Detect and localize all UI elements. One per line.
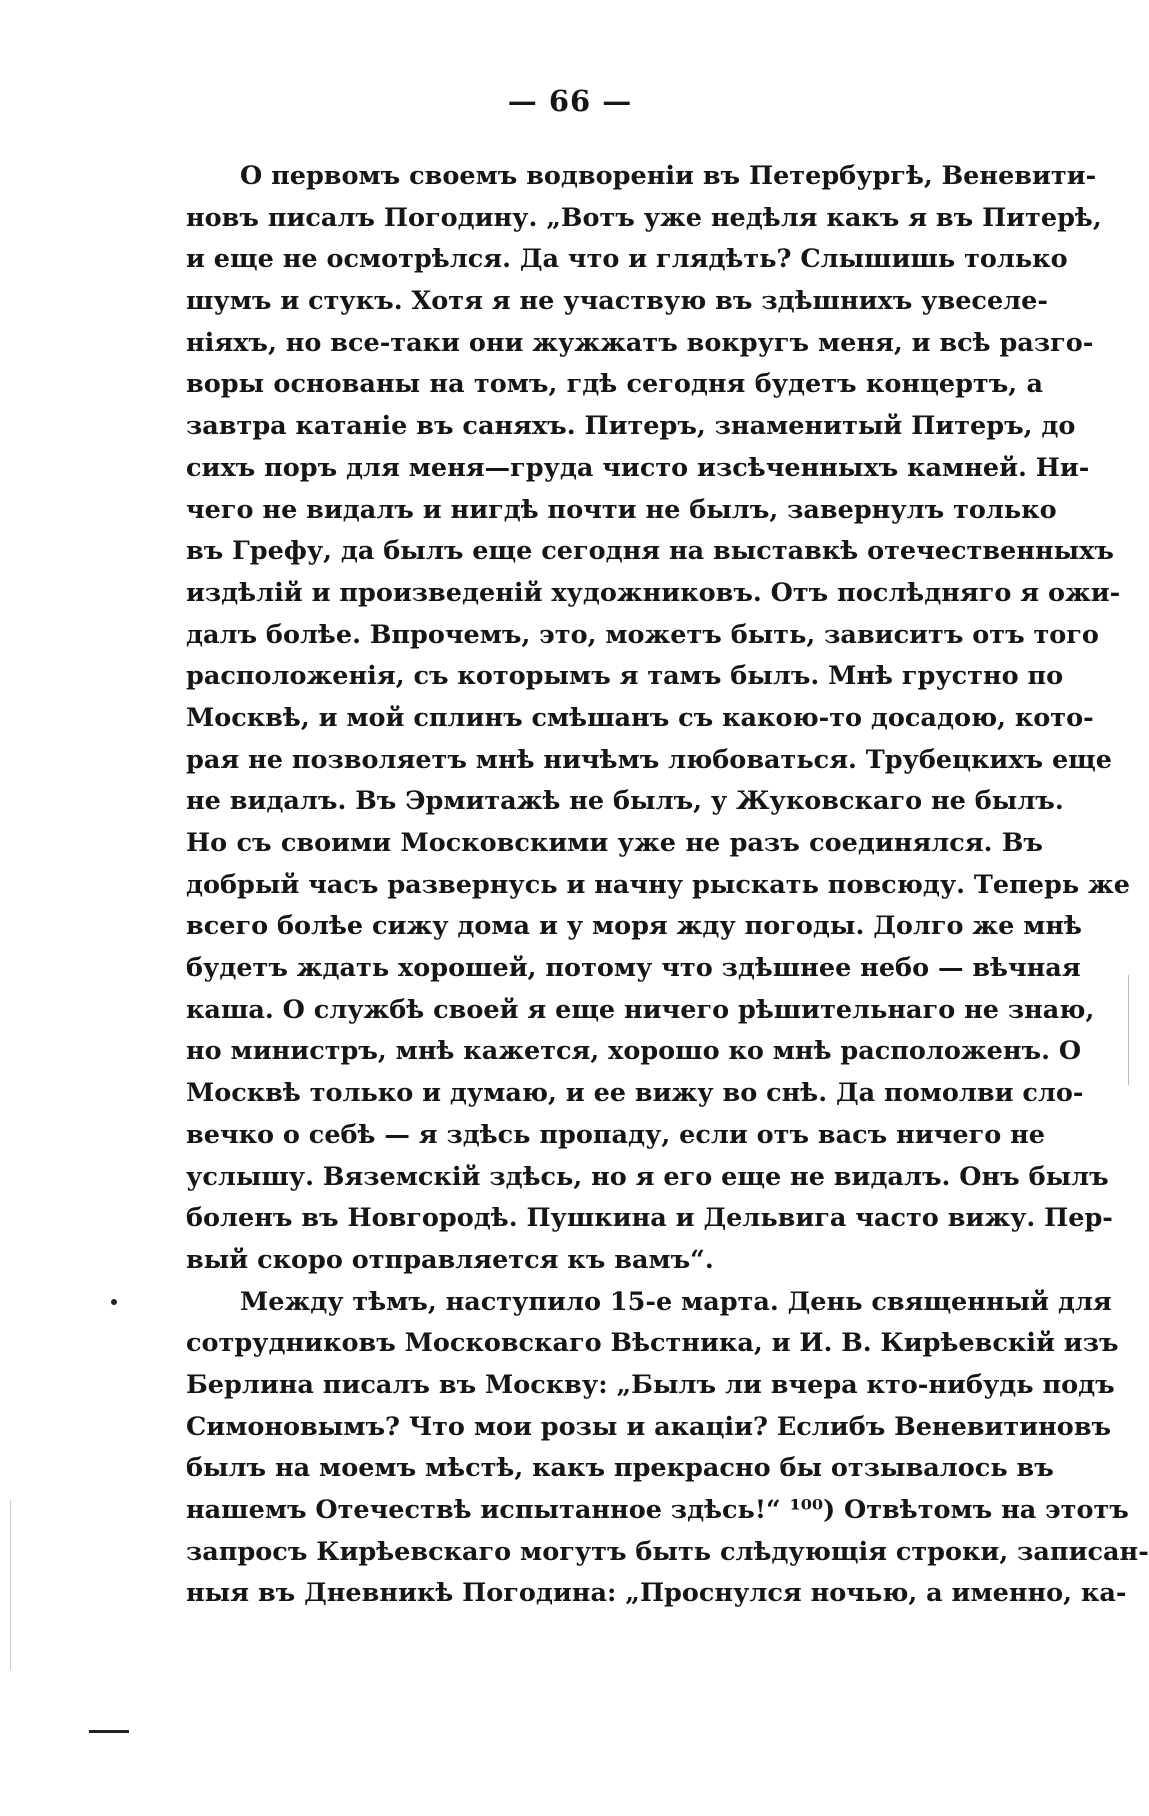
text-line: добрый часъ развернусь и начну рыскать повсюду. Теперь же [186, 869, 1131, 900]
scan-edge-mark [1128, 975, 1129, 1085]
paragraph-1 [186, 156, 1131, 1282]
text-line: въ Грефу, да былъ еще сегодня на выставкѣ отечественныхъ [186, 536, 1114, 567]
text-line: боленъ въ Новгородѣ. Пушкина и Дельвига часто вижу. Пер- [186, 1203, 1113, 1234]
paragraph-2 [186, 1282, 1149, 1616]
text-line: запросъ Кирѣевскаго могутъ быть слѣдующія строки, записан- [186, 1536, 1149, 1567]
text-line: не видалъ. Въ Эрмитажѣ не былъ, у Жуковскаго не былъ. [186, 786, 1064, 817]
text-line: Берлина писалъ въ Москву: „Былъ ли вчера кто-нибудь подъ [186, 1369, 1115, 1400]
body-text [186, 156, 1149, 1615]
text-line: издѣлій и произведеній художниковъ. Отъ послѣдняго я ожи- [186, 577, 1121, 608]
text-line: Москвѣ, и мой сплинъ смѣшанъ съ какою-то досадою, кото- [186, 702, 1094, 733]
text-line: расположенія, съ которымъ я тамъ былъ. Мнѣ грустно по [186, 661, 1064, 692]
text-line: вый скоро отправляется къ вамъ“. [186, 1244, 714, 1275]
scan-edge-mark [10, 1500, 11, 1670]
text-line: и еще не осмотрѣлся. Да что и глядѣть? Слышишь только [186, 244, 1068, 275]
scan-dot-mark [111, 1299, 117, 1305]
text-line: сихъ поръ для меня—груда чисто изсѣченныхъ камней. Ни- [186, 452, 1090, 483]
text-line: рая не позволяетъ мнѣ ничѣмъ любоваться. Трубецкихъ еще [186, 744, 1112, 775]
scan-dash-mark [89, 1730, 129, 1733]
text-line: воры основаны на томъ, гдѣ сегодня будетъ концертъ, а [186, 369, 1043, 400]
text-line: каша. О службѣ своей я еще ничего рѣшительнаго не знаю, [186, 994, 1095, 1025]
text-line: нашемъ Отечествѣ испытанное здѣсь!“ ¹⁰⁰) Отвѣтомъ на этотъ [186, 1495, 1129, 1525]
text-line: вечко о себѣ — я здѣсь пропаду, если отъ васъ ничего не [186, 1119, 1045, 1150]
text-line: шумъ и стукъ. Хотя я не участвую въ здѣшнихъ увеселе- [186, 286, 1048, 317]
text-line: будетъ ждать хорошей, потому что здѣшнее небо — вѣчная [186, 953, 1081, 984]
text-line: завтра катаніе въ саняхъ. Питеръ, знаменитый Питеръ, до [186, 411, 1076, 442]
text-line: ныя въ Дневникѣ Погодина: „Проснулся ночью, а именно, ка- [186, 1578, 1127, 1609]
text-line: былъ на моемъ мѣстѣ, какъ прекрасно бы отзывалось въ [186, 1453, 1054, 1484]
text-line: новъ писалъ Погодину. „Вотъ уже недѣля какъ я въ Питерѣ, [186, 202, 1102, 233]
text-line: но министръ, мнѣ кажется, хорошо ко мнѣ расположенъ. О [186, 1036, 1082, 1067]
text-line: ніяхъ, но все-таки они жужжатъ вокругъ меня, и всѣ разго- [186, 327, 1094, 358]
text-line: Но съ своими Московскими уже не разъ соединялся. Въ [186, 828, 1043, 858]
page-number: — 66 — [507, 84, 633, 118]
text-line: О первомъ своемъ водвореніи въ Петербургѣ, Веневити- [240, 161, 1097, 191]
text-line: услышу. Вяземскій здѣсь, но я его еще не видалъ. Онъ былъ [186, 1161, 1109, 1192]
text-line: Москвѣ только и думаю, и ее вижу во снѣ. Да помолви сло- [186, 1078, 1084, 1109]
text-line: всего болѣе сижу дома и у моря жду погоды. Долго же мнѣ [186, 911, 1082, 942]
text-line: далъ болѣе. Впрочемъ, это, можетъ быть, зависитъ отъ того [186, 619, 1099, 650]
text-line: Между тѣмъ, наступило 15-е марта. День священный для [240, 1286, 1112, 1317]
text-line: чего не видалъ и нигдѣ почти не былъ, завернулъ только [186, 494, 1057, 525]
text-line: Симоновымъ? Что мои розы и акаціи? Еслибъ Веневитиновъ [186, 1411, 1112, 1442]
text-line: сотрудниковъ Московскаго Вѣстника, и И. В. Кирѣевскій изъ [186, 1328, 1119, 1359]
